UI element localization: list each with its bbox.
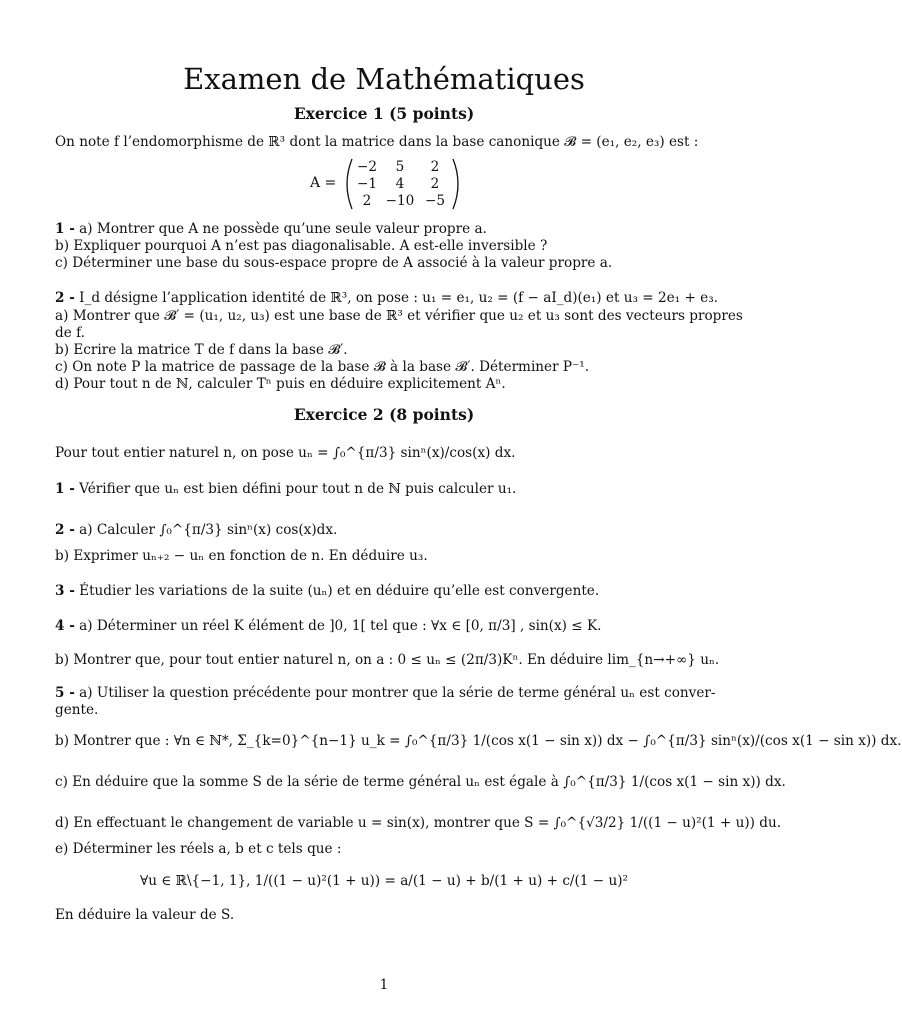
question-text: a) Montrer que A ne possède qu’une seule valeur propre a. <box>74 221 487 237</box>
question-number: 2 - <box>55 290 75 306</box>
question-text: a) Déterminer un réel K élément de ]0, 1[ tel que : ∀x ∈ [0, π/3] , sin(x) ≤ K. <box>74 618 602 634</box>
ex1-question-2c: c) On note P la matrice de passage de la base 𝓑 à la base 𝓑′. Déterminer P⁻¹. <box>55 359 590 375</box>
matrix-cell: 2 <box>362 193 372 209</box>
ex2-question-5c: c) En déduire que la somme S de la série de terme général uₙ est égale à ∫₀^{π/3} 1/(cos x(1 − sin x)) dx. <box>55 774 786 790</box>
question-number: 5 - <box>55 685 75 701</box>
question-number: 1 - <box>55 481 75 497</box>
ex2-question-2b: b) Exprimer uₙ₊₂ − uₙ en fonction de n. En déduire u₃. <box>55 548 428 564</box>
ex2-question-5e-equation: ∀u ∈ ℝ\{−1, 1}, 1/((1 − u)²(1 + u)) = a/(1 − u) + b/(1 + u) + c/(1 − u)² <box>139 873 628 889</box>
exercise-2-intro: Pour tout entier naturel n, on pose uₙ = ∫₀^{π/3} sinⁿ(x)/cos(x) dx. <box>55 445 516 461</box>
ex1-question-2a-cont: de f. <box>55 325 85 341</box>
question-text: I_d désigne l’application identité de ℝ³, on pose : u₁ = e₁, u₂ = (f − aI_d)(e₁) et u₃ = 2e₁ + e₃. <box>74 290 718 306</box>
ex2-question-5e-conclusion: En déduire la valeur de S. <box>55 907 235 923</box>
ex2-question-1 <box>55 481 718 498</box>
question-number: 3 - <box>55 583 75 599</box>
ex2-question-5d: d) En effectuant le changement de variable u = sin(x), montrer que S = ∫₀^{√3/2} 1/((1 − u)²(1 + u)) du. <box>55 815 782 831</box>
question-text: a) Utiliser la question précédente pour montrer que la série de terme général uₙ est conver- <box>74 685 716 701</box>
exercise-1-heading: Exercice 1 (5 points) <box>293 104 475 123</box>
ex2-question-5a-cont: gente. <box>55 702 99 718</box>
ex2-question-5b: b) Montrer que : ∀n ∈ ℕ*, Σ_{k=0}^{n−1} u_k = ∫₀^{π/3} 1/(cos x(1 − sin x)) dx − ∫₀^{π/3} sinⁿ(x)/(cos x(1 − sin x)) dx. <box>55 733 902 749</box>
question-number: 2 - <box>55 522 75 538</box>
matrix-cell: −1 <box>356 176 378 192</box>
matrix-cell: 4 <box>395 176 405 192</box>
question-text: a) Calculer ∫₀^{π/3} sinⁿ(x) cos(x)dx. <box>74 522 338 538</box>
ex2-question-4a <box>55 618 718 635</box>
matrix-cell: −10 <box>385 193 415 209</box>
question-number: 1 - <box>55 221 75 237</box>
ex2-question-2a <box>55 522 718 539</box>
ex1-question-2b: b) Ecrire la matrice T de f dans la base 𝓑′. <box>55 342 348 358</box>
ex1-question-2d: d) Pour tout n de ℕ, calculer Tⁿ puis en déduire explicitement Aⁿ. <box>55 376 506 392</box>
matrix-cell: 2 <box>430 176 440 192</box>
ex1-question-1c: c) Déterminer une base du sous-espace propre de A associé à la valeur propre a. <box>55 255 613 271</box>
question-text: Étudier les variations de la suite (uₙ) et en déduire qu’elle est convergente. <box>74 583 600 599</box>
matrix-cell: 2 <box>430 159 440 175</box>
matrix-label: A = <box>310 175 337 191</box>
page-number: 1 <box>379 977 389 993</box>
ex2-question-4b: b) Montrer que, pour tout entier naturel n, on a : 0 ≤ uₙ ≤ (2π/3)Kⁿ. En déduire lim_{n→+∞} uₙ. <box>55 652 720 668</box>
exercise-2-heading: Exercice 2 (8 points) <box>293 405 475 424</box>
ex2-question-5a <box>55 685 718 702</box>
ex1-question-2a: a) Montrer que 𝓑′ = (u₁, u₂, u₃) est une base de ℝ³ et vérifier que u₂ et u₃ sont des vecteurs propres <box>55 308 743 324</box>
ex2-question-5e: e) Déterminer les réels a, b et c tels que : <box>55 841 342 857</box>
question-number: 4 - <box>55 618 75 634</box>
matrix-cell: 5 <box>395 159 405 175</box>
page-title: Examen de Mathématiques <box>183 62 585 96</box>
ex1-question-2 <box>55 290 718 307</box>
ex2-question-3 <box>55 583 718 600</box>
exercise-1-intro: On note f l’endomorphisme de ℝ³ dont la matrice dans la base canonique 𝓑 = (e₁, e₂, e₃) est : <box>55 134 699 150</box>
ex1-question-1b: b) Expliquer pourquoi A n’est pas diagonalisable. A est-elle inversible ? <box>55 238 548 254</box>
matrix-A <box>310 157 460 211</box>
question-text: Vérifier que uₙ est bien défini pour tout n de ℕ puis calculer u₁. <box>74 481 517 497</box>
matrix-cell: −5 <box>424 193 446 209</box>
matrix-cell: −2 <box>356 159 378 175</box>
ex1-question-1a <box>55 221 718 238</box>
